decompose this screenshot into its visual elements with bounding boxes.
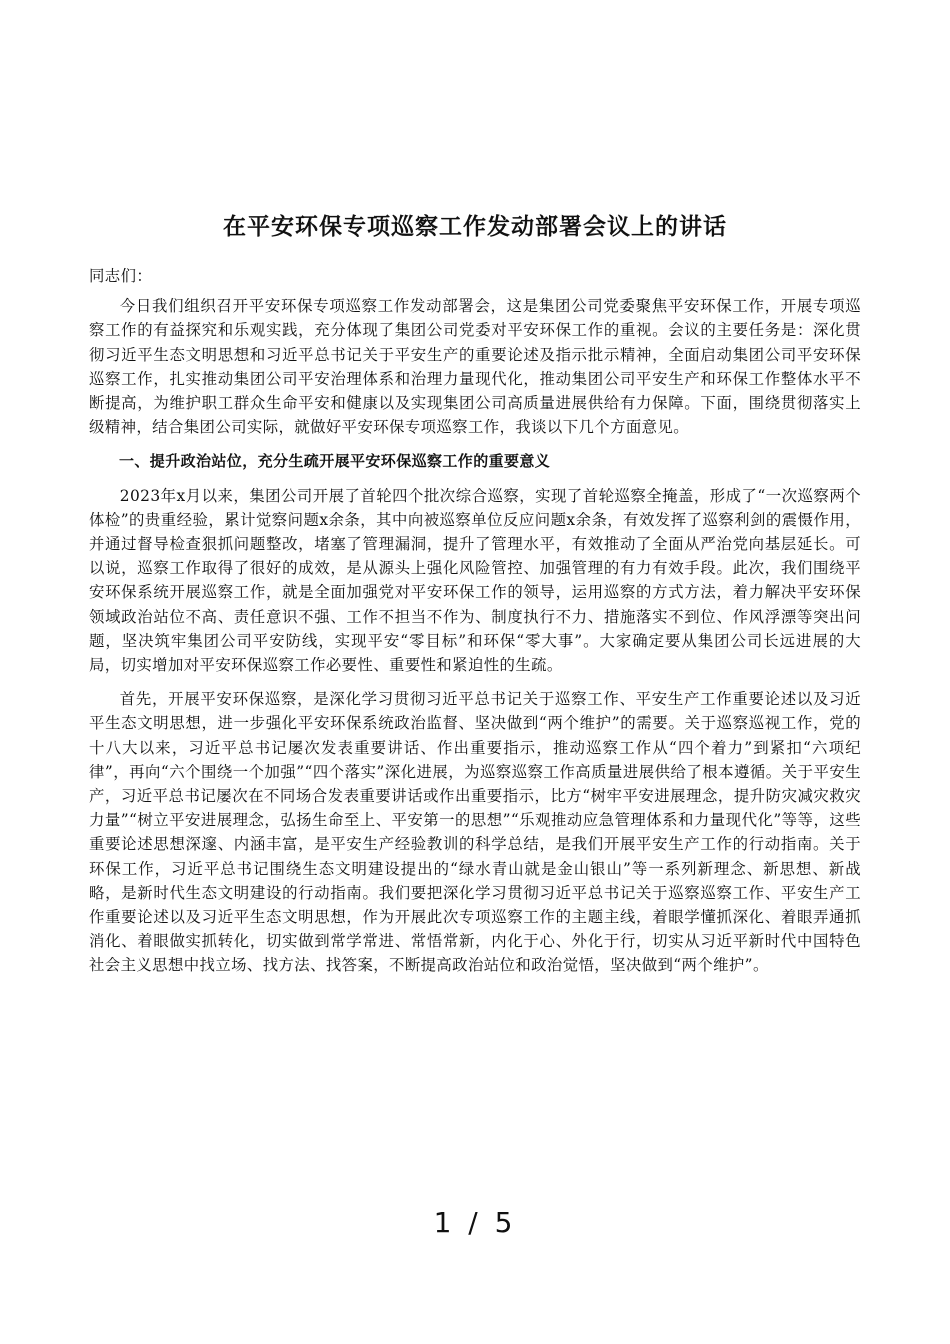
document-body [89, 264, 861, 988]
page-number: 1 / 5 [433, 1206, 517, 1239]
section-heading: 一、提升政治站位，充分生疏开展平安环保巡察工作的重要意义 [119, 452, 551, 471]
document-title: 在平安环保专项巡察工作发动部署会议上的讲话 [223, 214, 727, 240]
salutation: 同志们： [89, 267, 153, 285]
section-paragraph-2: 首先，开展平安环保巡察，是深化学习贯彻习近平总书记关于巡察工作、平安生产工作重要论述以及习近平生态文明思想，进一步强化平安环保系统政治监督、坚决做到“两个维护”的需要。关于巡察巡视工作，党的十八大以来，习近平总书记屡次发表重要讲话、作出重要指示，推动巡察工作从“四个着力”到紧扣“六项纪律”，再向“六个围绕一个加强”“四个落实”深化进展，为巡察巡察工作高质量进展供给了根本遵循。关于平安生产，习近平总书记屡次在不同场合发表重要讲话或作出重要指示，比方“树牢平安进展理念，提升防灾减灾救灾力量”“树立平安进展理念，弘扬生命至上、平安第一的思想”“乐观推动应急管理体系和力量现代化”等等，这些重要论述思想深邃、内涵丰富，是平安生产经验教训的科学总结，是我们开展平安生产工作的行动指南。关于环保工作，习近平总书记围绕生态文明建设提出的“绿水青山就是金山银山”等一系列新理念、新思想、新战略，是新时代生态文明建设的行动指南。我们要把深化学习贯彻习近平总书记关于巡察巡察工作、平安生产工作重要论述以及习近平生态文明思想，作为开展此次专项巡察工作的主题主线，着眼学懂抓深化、着眼弄通抓消化、着眼做实抓转化，切实做到常学常进、常悟常新，内化于心、外化于行，切实从习近平新时代中国特色社会主义思想中找立场、找方法、找答案，不断提高政治站位和政治觉悟，坚决做到“两个维护”。 [89, 690, 861, 975]
intro-paragraph: 今日我们组织召开平安环保专项巡察工作发动部署会，这是集团公司党委聚焦平安环保工作，开展专项巡察工作的有益探究和乐观实践，充分体现了集团公司党委对平安环保工作的重视。会议的主要任务是：深化贯彻习近平生态文明思想和习近平总书记关于平安生产的重要论述及指示批示精神，全面启动集团公司平安环保巡察工作，扎实推动集团公司平安治理体系和治理力量现代化，推动集团公司平安生产和环保工作整体水平不断提高，为维护职工群众生命平安和健康以及实现集团公司高质量进展供给有力保障。下面，围绕贯彻落实上级精神，结合集团公司实际，就做好平安环保专项巡察工作，我谈以下几个方面意见。 [89, 297, 861, 437]
section-paragraph-1: 2023年x月以来，集团公司开展了首轮四个批次综合巡察，实现了首轮巡察全掩盖，形成了“一次巡察两个体检”的贵重经验，累计觉察问题x余条，其中向被巡察单位反应问题x余条，有效发挥了巡察利剑的震慑作用，并通过督导检查狠抓问题整改，堵塞了管理漏洞，提升了管理水平，有效推动了全面从严治党向基层延长。可以说，巡察工作取得了很好的成效，是从源头上强化风险管控、加强管理的有力有效手段。此次，我们围绕平安环保系统开展巡察工作，就是全面加强党对平安环保工作的领导，运用巡察的方式方法，着力解决平安环保领域政治站位不高、责任意识不强、工作不担当不作为、制度执行不力、措施落实不到位、作风浮漂等突出问题，坚决筑牢集团公司平安防线，实现平安“零目标”和环保“零大事”。大家确定要从集团公司长远进展的大局，切实增加对平安环保巡察工作必要性、重要性和紧迫性的生疏。 [89, 486, 861, 675]
